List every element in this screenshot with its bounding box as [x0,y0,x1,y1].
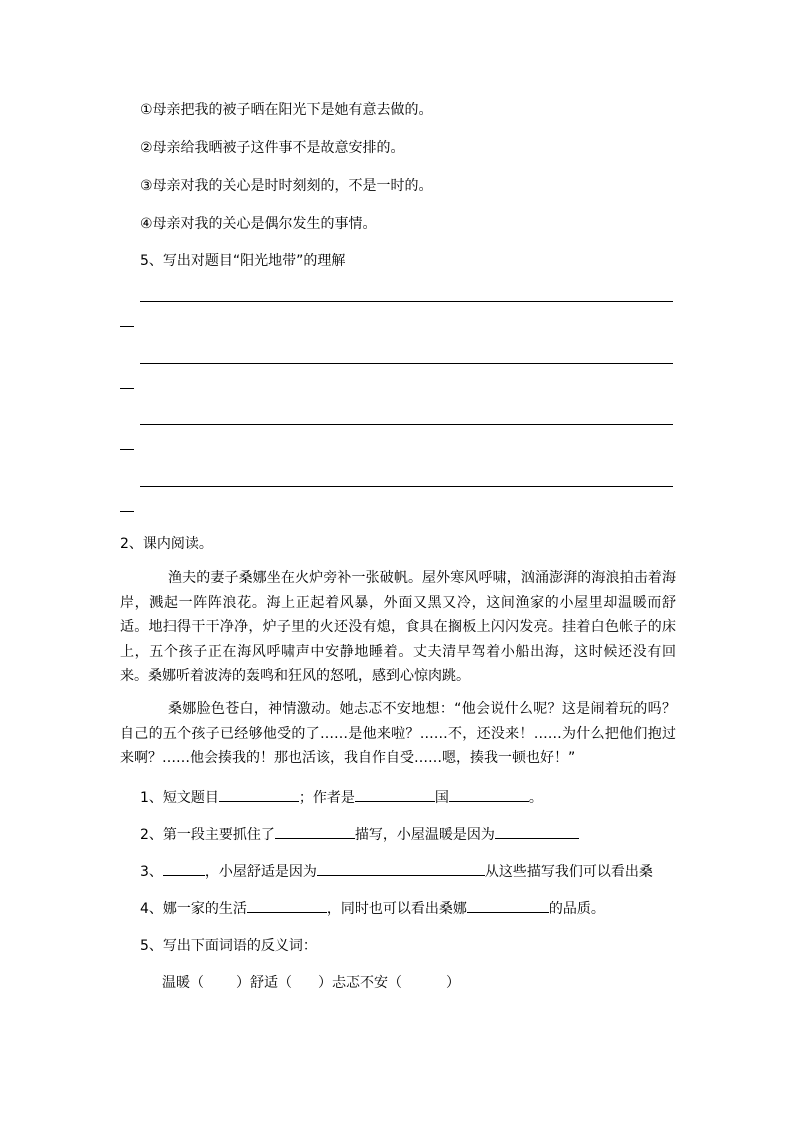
answer-line[interactable] [140,424,673,425]
quality-blank[interactable] [467,898,549,913]
line-continuation-mark [120,388,134,389]
question-2: 2、第一段主要抓住了 描写，小屋温暖是因为 [140,824,579,844]
family-life-blank[interactable] [247,898,327,913]
q5-title: 5、写出对题目“阳光地带”的理解 [140,253,346,269]
passage-paragraph-2: 桑娜脸色苍白，神情激动。她忐忑不安地想：“他会说什么呢？这是闹着玩的吗？自己的五个孩子已经够他受的了……是他来啦？……不，还没来！……为什么把他们抱过来啊？……他会揍我的！那也活该，我自作自受……嗯，揍我一顿也好！” [120,701,676,766]
author-blank[interactable] [355,787,435,802]
section-title: 2、课内阅读。 [120,536,213,552]
short-blank[interactable] [163,861,205,876]
antonym-row: 温暖（ ）舒适（ ）忐忑不安（ ） [162,975,460,991]
question-5: 5、写出下面词语的反义词： [140,938,317,954]
warm-reason-blank[interactable] [495,824,579,839]
answer-line[interactable] [140,301,673,302]
answer-line[interactable] [140,486,673,487]
passage-paragraph-1: 渔夫的妻子桑娜坐在火炉旁补一张破帆。屋外寒风呼啸，汹涌澎湃的海浪拍击着海岸，溅起一阵阵浪花。海上正起着风暴，外面又黑又冷，这间渔家的小屋里却温暖而舒适。地扫得干干净净，炉子里的火还没有熄，食具在搁板上闪闪发亮。挂着白色帐子的床上，五个孩子正在海风呼啸声中安静地睡着。丈夫清早驾着小船出海，这时候还没有回来。桑娜听着波涛的轰鸣和狂风的怒吼，感到心惊肉跳。 [120,570,676,684]
comfort-reason-blank[interactable] [317,861,485,876]
question-1: 1、短文题目 ；作者是 国 。 [140,787,543,807]
question-4: 4、娜一家的生活 ，同时也可以看出桑娜 的品质。 [140,898,605,918]
line-continuation-mark [120,326,134,327]
author-name-blank[interactable] [449,787,529,802]
answer-line[interactable] [140,363,673,364]
option-4: ④母亲对我的关心是偶尔发生的事情。 [140,216,377,232]
question-3: 3、 ，小屋舒适是因为 从这些描写我们可以看出桑 [140,861,653,881]
option-1: ①母亲把我的被子晒在阳光下是她有意去做的。 [140,102,433,118]
option-2: ②母亲给我晒被子这件事不是故意安排的。 [140,140,405,156]
description-blank[interactable] [275,824,355,839]
option-3: ③母亲对我的关心是时时刻刻的，不是一时的。 [140,178,433,194]
title-blank[interactable] [219,787,299,802]
line-continuation-mark [120,511,134,512]
line-continuation-mark [120,449,134,450]
